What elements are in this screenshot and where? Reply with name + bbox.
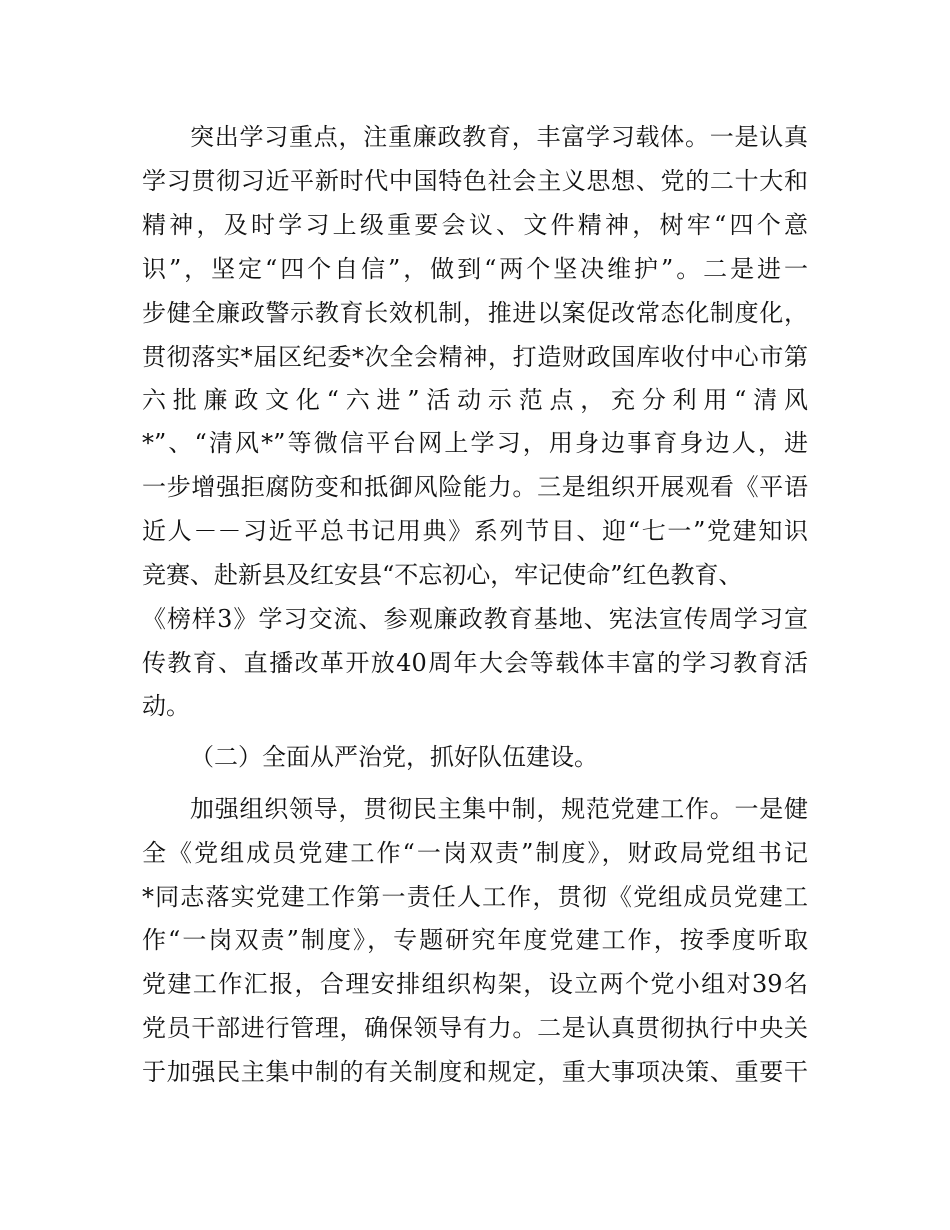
text-line: 突出学习重点，注重廉政教育，丰富学习载体。一是认真 (190, 123, 808, 151)
text-line: 《榜样3》学习交流、参观廉政教育基地、宪法宣传周学习宣 (142, 605, 808, 633)
text-line: 于加强民主集中制的有关制度和规定，重大事项决策、重要干 (142, 1058, 808, 1086)
section-heading: （二）全面从严治党，抓好队伍建设。 (190, 743, 598, 771)
text-line: 竞赛、赴新县及红安县“不忘初心，牢记使命”红色教育、 (142, 561, 743, 589)
text-line: 党员干部进行管理，确保领导有力。二是认真贯彻执行中央关 (142, 1014, 808, 1042)
text-line: 作“一岗双责”制度》，专题研究年度党建工作，按季度听取 (142, 926, 808, 954)
text-line: 学习贯彻习近平新时代中国特色社会主义思想、党的二十大和 (142, 167, 808, 195)
text-line: 步健全廉政警示教育长效机制，推进以案促改常态化制度化， (142, 299, 808, 327)
text-line: 传教育、直播改革开放40周年大会等载体丰富的学习教育活 (142, 649, 808, 677)
text-line: *”、“清风*”等微信平台网上学习，用身边事育身边人，进 (142, 429, 808, 457)
text-line: 一步增强拒腐防变和抵御风险能力。三是组织开展观看《平语 (142, 473, 808, 501)
text-line: *同志落实党建工作第一责任人工作，贯彻《党组成员党建工 (142, 883, 808, 911)
text-line: 识”，坚定“四个自信”，做到“两个坚决维护”。二是进一 (142, 255, 808, 283)
text-line: 近人－－习近平总书记用典》系列节目、迎“七一”党建知识 (142, 517, 808, 545)
text-line: 党建工作汇报，合理安排组织构架，设立两个党小组对39名 (142, 970, 808, 998)
text-line: 贯彻落实*届区纪委*次全会精神，打造财政国库收付中心市第 (142, 343, 808, 371)
text-line: 全《党组成员党建工作“一岗双责”制度》，财政局党组书记 (142, 839, 808, 867)
text-line: 加强组织领导，贯彻民主集中制，规范党建工作。一是健 (190, 795, 808, 823)
text-line: 精神，及时学习上级重要会议、文件精神，树牢“四个意 (142, 211, 808, 239)
text-line: 动。 (142, 692, 190, 720)
text-line: 六批廉政文化“六进”活动示范点，充分利用“清风 (142, 386, 808, 414)
